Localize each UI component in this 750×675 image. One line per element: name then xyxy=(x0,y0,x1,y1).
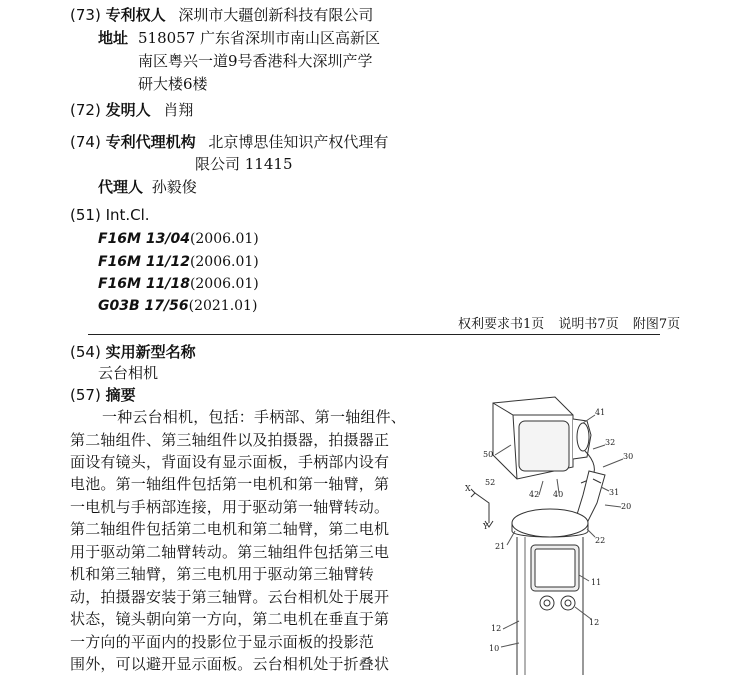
inventor-value: 肖翔 xyxy=(163,101,194,119)
ipc-class-code: F16M 11/18 xyxy=(98,276,190,292)
abstract-row xyxy=(70,384,136,406)
page-counts xyxy=(448,313,680,332)
address-line-3: 研大楼6楼 xyxy=(138,75,208,93)
abstract-line: 动，拍摄器安装于第三轴臂。云台相机处于展开 xyxy=(70,588,390,606)
gimbal-camera-drawing xyxy=(455,375,665,675)
inventor-label: 发明人 xyxy=(105,101,151,119)
abstract-code: (57) xyxy=(70,386,101,404)
agent-label: 代理人 xyxy=(98,178,144,196)
intcl-label: Int.Cl. xyxy=(105,206,150,224)
abstract-line: 机和第三轴臂，第三电机用于驱动第三轴臂转 xyxy=(70,565,375,583)
utility-model-title: 云台相机 xyxy=(98,364,159,382)
abstract-line: 用于驱动第二轴臂转动。第三轴组件包括第三电 xyxy=(70,543,390,561)
agency-line-2: 限公司 11415 xyxy=(195,155,293,173)
ipc-class-1 xyxy=(98,229,259,249)
agent-value: 孙毅俊 xyxy=(151,178,197,196)
agency-code: (74) xyxy=(70,133,101,151)
figure-label: 12 xyxy=(589,618,600,627)
ipc-class-2 xyxy=(98,252,259,272)
ipc-class-code: F16M 11/12 xyxy=(98,254,190,270)
figure-label: 31 xyxy=(609,488,620,497)
figure-label: 20 xyxy=(621,502,632,511)
patentee-label: 专利权人 xyxy=(105,6,166,24)
address-label: 地址 xyxy=(98,29,129,47)
ipc-class-version: (2006.01) xyxy=(189,231,259,247)
address-line-2: 南区粤兴一道9号香港科大深圳产学 xyxy=(138,52,373,70)
section-divider xyxy=(88,334,660,335)
intcl-row xyxy=(70,204,150,226)
agency-line-1: 北京博思佳知识产权代理有 xyxy=(208,133,389,151)
ipc-class-code: F16M 13/04 xyxy=(98,231,190,247)
figure-label: 22 xyxy=(595,536,606,545)
figure-label: 52 xyxy=(485,478,496,487)
figure-label: 30 xyxy=(623,452,634,461)
abstract-line: 围外，可以避开显示面板。云台相机处于折叠状 xyxy=(70,655,390,673)
ipc-class-version: (2006.01) xyxy=(189,276,259,292)
figure-label: 21 xyxy=(495,542,506,551)
abstract-line: 状态，镜头朝向第一方向，第二电机在垂直于第 xyxy=(70,610,390,628)
abstract-line: 一方向的平面内的投影位于显示面板的投影范 xyxy=(70,633,375,651)
title-label: 实用新型名称 xyxy=(105,343,196,361)
ipc-class-code: G03B 17/56 xyxy=(98,298,189,314)
abstract-line: 面设有镜头，背面设有显示面板，手柄部内设有 xyxy=(70,453,390,471)
figure-label: 32 xyxy=(605,438,616,447)
address-line-1: 518057 广东省深圳市南山区高新区 xyxy=(138,29,381,47)
ipc-class-version: (2006.01) xyxy=(189,254,259,270)
figure-label: 41 xyxy=(595,408,606,417)
page-count-description: 说明书7页 xyxy=(558,317,619,332)
abstract-line: 一电机与手柄部连接，用于驱动第一轴臂转动。 xyxy=(70,498,390,516)
title-row xyxy=(70,341,196,363)
inventor-row xyxy=(70,99,193,121)
figure-label: 40 xyxy=(553,490,564,499)
page-count-drawings: 附图7页 xyxy=(632,317,681,332)
figure-label: X xyxy=(465,484,471,493)
figure-label: 42 xyxy=(529,490,540,499)
patentee-row xyxy=(70,4,373,26)
abstract-line: 电池。第一轴组件包括第一电机和第一轴臂，第 xyxy=(70,475,390,493)
ipc-class-version: (2021.01) xyxy=(188,298,258,314)
page-count-claims: 权利要求书1页 xyxy=(458,317,545,332)
abstract-label: 摘要 xyxy=(105,386,136,404)
inventor-code: (72) xyxy=(70,101,101,119)
agency-row xyxy=(70,131,388,153)
figure-label: 50 xyxy=(483,450,494,459)
agent-row xyxy=(98,176,197,198)
abstract-line: 一种云台相机，包括：手柄部、第一轴组件、 xyxy=(102,408,407,426)
title-code: (54) xyxy=(70,343,101,361)
intcl-code: (51) xyxy=(70,206,101,224)
ipc-class-3 xyxy=(98,274,259,294)
patentee-code: (73) xyxy=(70,6,101,24)
abstract-line: 第二轴组件包括第二电机和第二轴臂，第二电机 xyxy=(70,520,390,538)
figure-label: 10 xyxy=(489,644,500,653)
figure-label: 11 xyxy=(591,578,602,587)
patentee-value: 深圳市大疆创新科技有限公司 xyxy=(178,6,374,24)
abstract-line: 第二轴组件、第三轴组件以及拍摄器，拍摄器正 xyxy=(70,431,390,449)
figure-label: Y xyxy=(483,522,489,531)
agency-label: 专利代理机构 xyxy=(105,133,196,151)
figure-label: 12 xyxy=(491,624,502,633)
ipc-class-4 xyxy=(98,296,257,316)
